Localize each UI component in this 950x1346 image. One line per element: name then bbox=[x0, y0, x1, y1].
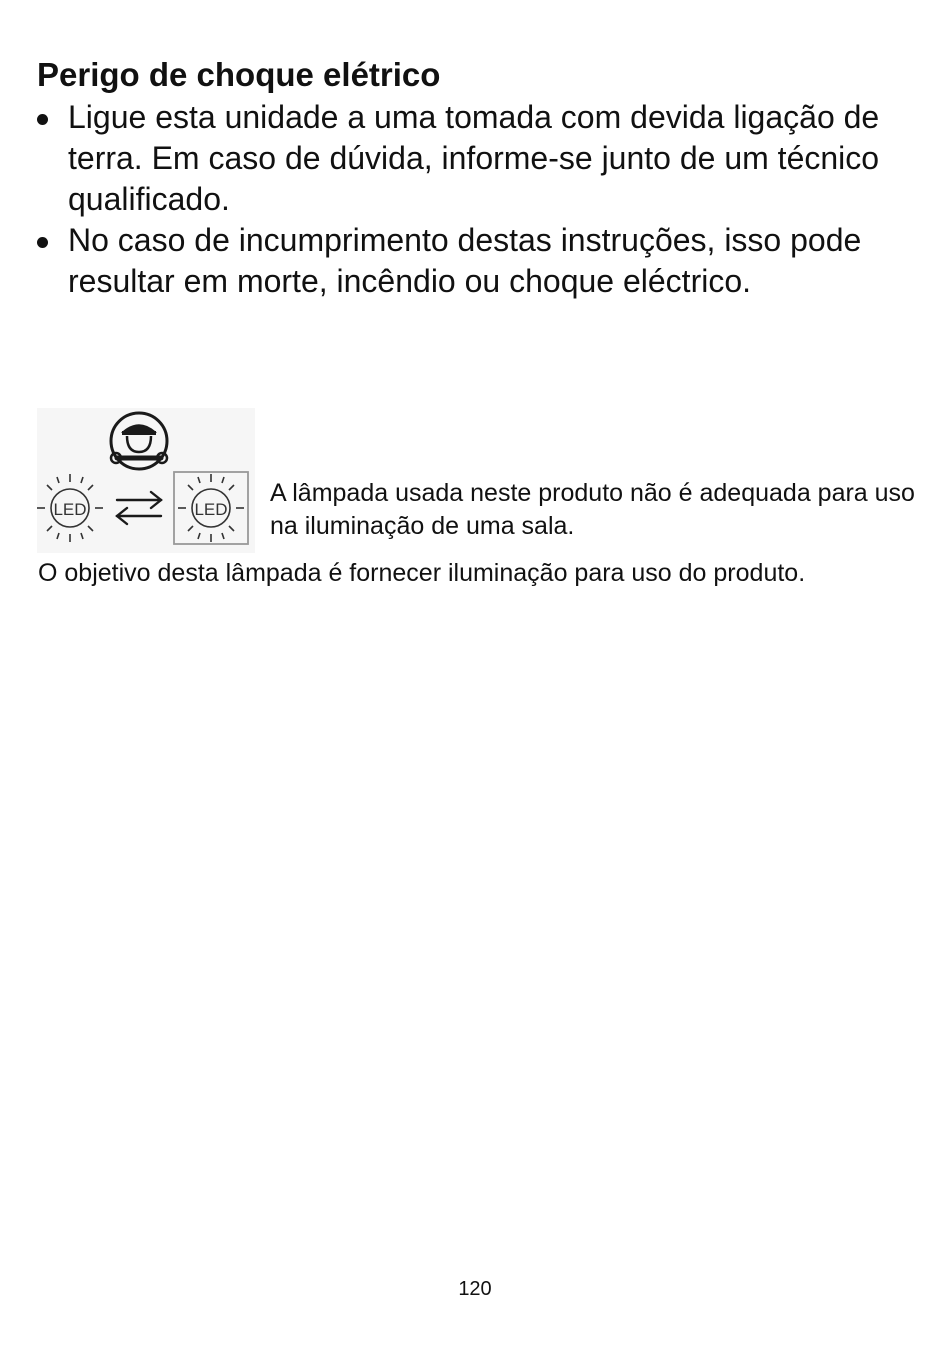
list-item-text: Ligue esta unidade a uma tomada com devida ligação de terra. Em caso de dúvida, informe-se junto de um técnico qualificado. bbox=[68, 99, 880, 217]
warning-list bbox=[37, 97, 917, 302]
led-label: LED bbox=[194, 500, 228, 519]
purpose-note: O objetivo desta lâmpada é fornecer iluminação para uso do produto. bbox=[38, 559, 806, 587]
led-label: LED bbox=[53, 500, 87, 519]
page-number: 120 bbox=[458, 1278, 492, 1300]
list-item bbox=[37, 97, 917, 220]
section-heading: Perigo de choque elétrico bbox=[37, 56, 441, 93]
technician-icon bbox=[111, 413, 167, 469]
bullet-icon bbox=[37, 114, 48, 125]
list-item bbox=[37, 220, 917, 302]
list-item-text: No caso de incumprimento destas instruções, isso pode resultar em morte, incêndio ou choque eléctrico. bbox=[68, 222, 862, 299]
bullet-icon bbox=[37, 237, 48, 248]
lamp-replacement-icons bbox=[37, 408, 255, 553]
swap-arrows-icon bbox=[117, 492, 161, 524]
lamp-note: A lâmpada usada neste produto não é adequada para uso na iluminação de uma sala. bbox=[270, 479, 915, 540]
